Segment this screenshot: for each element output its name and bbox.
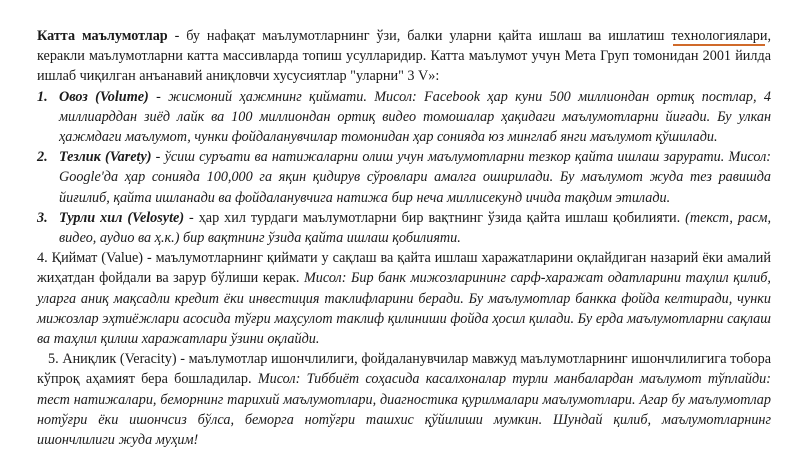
item-title: Аниқлик (Veracity) bbox=[62, 351, 177, 368]
item-definition: - маълумотларнинг қиймати у сақлаш ва қайта ишлаш харажатларини оқлайдиган назарий ёки амалий жиҳатдан фойдали ва зарур бўлиши керак. bbox=[37, 250, 771, 287]
item-number: 3. bbox=[37, 209, 48, 226]
intro-text-b: , керакли маълумотларни катта массивларда топиш усулларидир. Катта маълумот учун Мета Груп томонидан 2001 йилда ишлаб чиқилган анъанавий аниқловчи хусусиятлар "уларни" 3 V»: bbox=[37, 28, 771, 85]
document-body bbox=[37, 26, 771, 450]
item-title: Овоз (Volume) bbox=[59, 88, 149, 105]
item-definition: - ўсиш суръати ва натижаларни олиш учун маълумотларни тезкор қайта ишлаш зарурати. bbox=[151, 149, 725, 166]
intro-title: Катта маълумотлар bbox=[37, 28, 168, 44]
item-title: Тезлик (Varety) bbox=[59, 149, 152, 166]
item-number: 5. bbox=[48, 351, 59, 368]
item-example: (текст, расм, видео, аудио ва ҳ.к.) бир вақтнинг ўзида қайта ишлаш қобилияти. bbox=[59, 209, 771, 247]
list-item-value bbox=[37, 248, 771, 349]
intro-paragraph bbox=[37, 26, 771, 87]
item-title: Қиймат (Value) bbox=[51, 250, 143, 267]
item-definition: - маълумотлар ишончлилиги, фойдаланувчилар мавжуд маълумотларнинг ишончлилигига тобора кўпроқ аҳамият бера бошладилар. bbox=[37, 351, 771, 388]
item-example: Мисол: Google'да ҳар сонияда 100,000 га яқин қидирув сўровлари амалга оширилади. Бу маълумот жуда тез равишда йиғилиб, қайта ишланади ва фойдаланувчига натижа бир неча миллисекунд ичида тақдим этилади. bbox=[59, 149, 771, 206]
list-item-volume bbox=[37, 87, 771, 148]
item-example: Мисол: Facebook ҳар куни 500 миллиондан ортиқ постлар, 4 миллиарддан зиёд лайк ва 100 миллиондан ортиқ видео томошалар ҳақидаги маълумотларни йиғади. Бу улкан ҳажмдаги маълумот, чунки фойдаланувчилар томонидан ҳар сонияда юз минглаб янги маълумот қўшилади. bbox=[59, 88, 771, 146]
underlined-word: технологиялари bbox=[671, 28, 768, 44]
item-example: Мисол: Бир банк мижозларининг сарф-харажат одатларини таҳлил қилиб, уларга аниқ мақсадли кредит ёки инвестиция таклифларини беради. Бу маълумотлар банкка фойда келтиради, чунки мижозлар эҳтиёжлари асосида тўғри маҳсулот таклиф қилиниши фойда ҳосил қилади. Бу ерда маълумотларни сақлаш ва таҳлил қилиш харажатлари ўзини оқлайди. bbox=[37, 270, 771, 348]
list-item-velocity bbox=[37, 147, 771, 208]
item-number: 4. bbox=[37, 250, 48, 267]
item-number: 2. bbox=[37, 149, 48, 166]
list-item-veracity bbox=[37, 349, 771, 450]
item-number: 1. bbox=[37, 88, 48, 105]
item-example: Мисол: Тиббиёт соҳасида касалхоналар турли манбалардан маълумот тўплайди: тест натижалари, беморнинг тарихий маълумотлари, диагностика қурилмалари маълумотлари. Агар бу маълумотлар нотўғри ёки ишончсиз бўлса, беморга нотўғри ташхис қўйилиши мумкин. Шундай қилиб, маълумотларнинг ишончлилиги жуда муҳим! bbox=[37, 371, 771, 449]
item-title: Турли хил (Velosyte) bbox=[59, 209, 185, 226]
item-definition: - ҳар хил турдаги маълумотларни бир вақтнинг ўзида қайта ишлаш қобилияти. bbox=[184, 209, 681, 226]
intro-text-a: - бу нафақат маълумотларнинг ўзи, балки уларни қайта ишлаш ва ишлатиш bbox=[167, 28, 672, 44]
item-definition: - жисмоний ҳажмнинг қиймати. bbox=[148, 88, 367, 105]
list-item-variety bbox=[37, 208, 771, 248]
